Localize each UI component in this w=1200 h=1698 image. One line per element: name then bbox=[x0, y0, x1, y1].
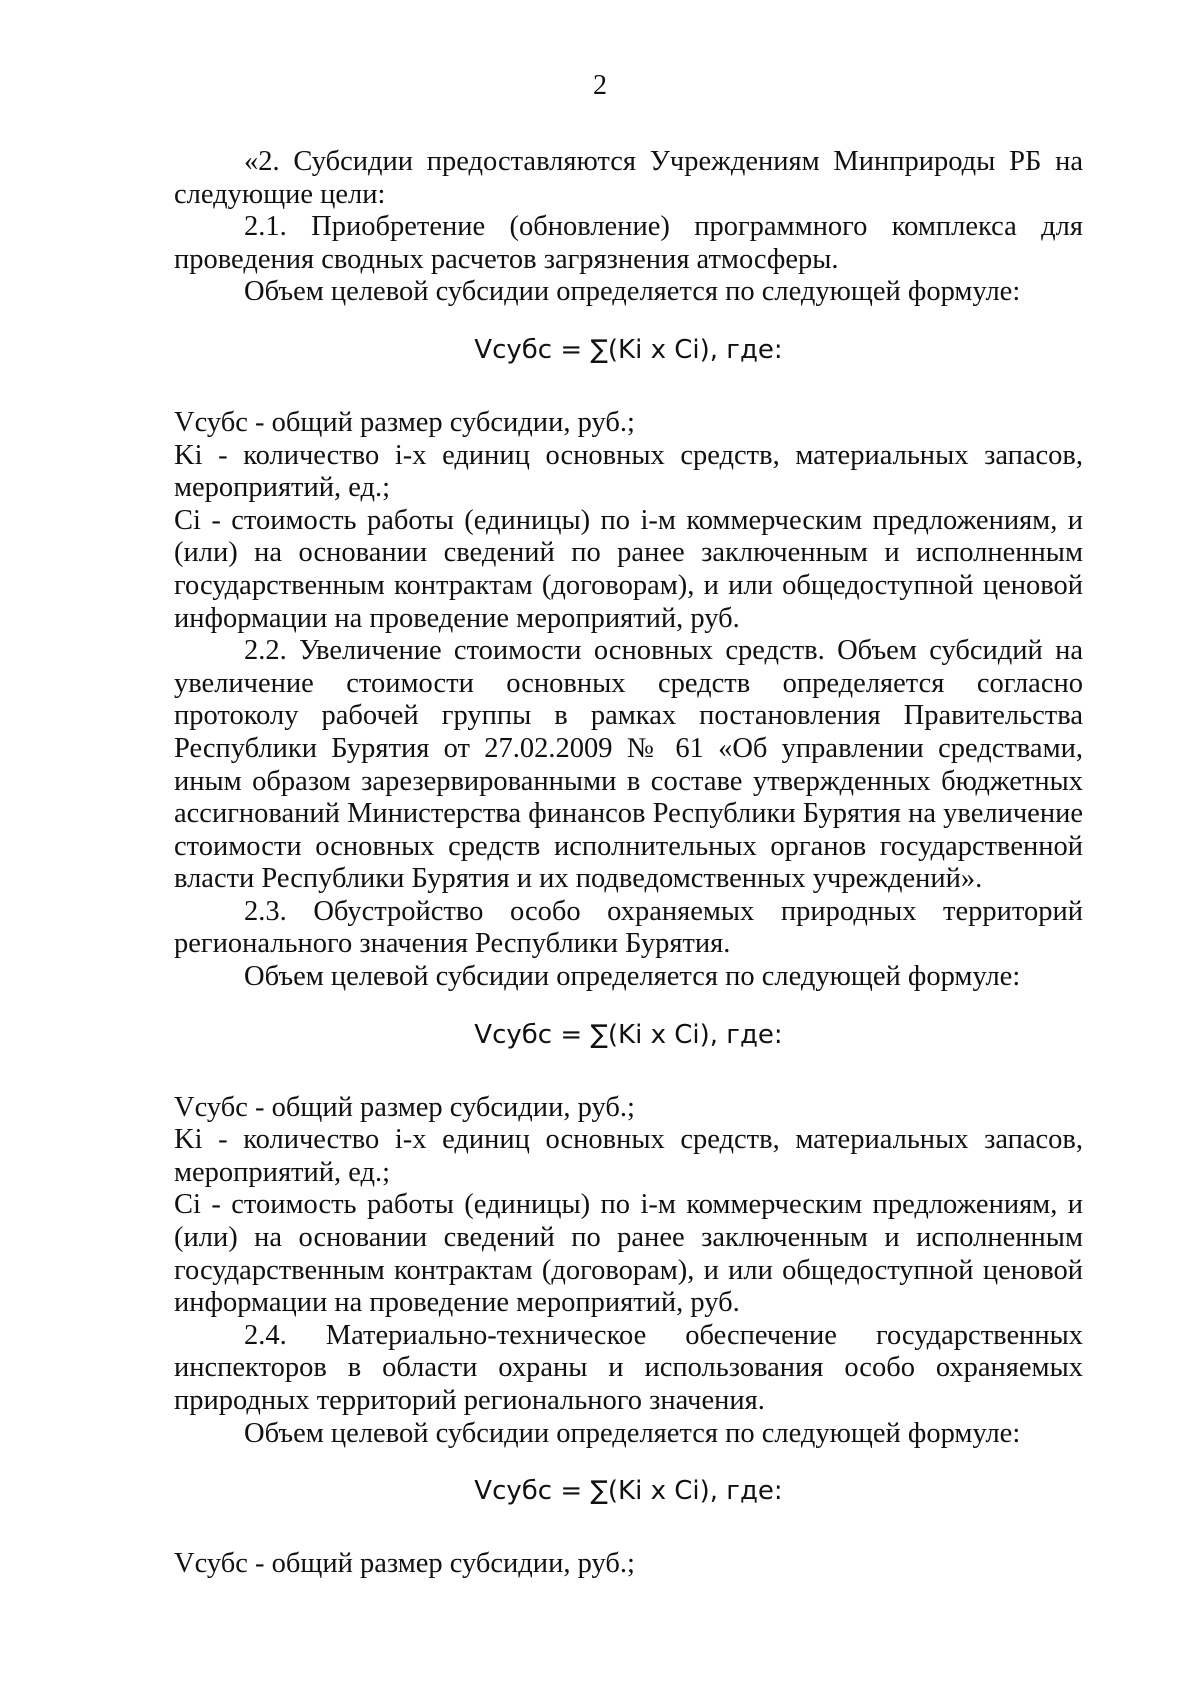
paragraph-2-1: 2.1. Приобретение (обновление) программного комплекса для проведения сводных расчетов загрязнения атмосферы. bbox=[174, 211, 1083, 275]
page-number: 2 bbox=[593, 70, 607, 101]
definition-ci: Ci - стоимость работы (единицы) по i-м коммерческим предложениям, и (или) на основании сведений по ранее заключенным и исполненным государственным контрактам (договорам), и или общедоступной ценовой информации на проведение мероприятий, руб. bbox=[174, 504, 1083, 634]
paragraph-intro: «2. Субсидии предоставляются Учреждениям Минприроды РБ на следующие цели: bbox=[174, 146, 1083, 210]
formula: Vсубс = ∑(Ki x Ci), где: bbox=[474, 334, 783, 365]
definition-vsubs: Vсубс - общий размер субсидии, руб.; bbox=[174, 1548, 635, 1580]
definition-ki: Ki - количество i-х единиц основных средств, материальных запасов, мероприятий, ед.; bbox=[174, 1124, 1083, 1188]
paragraph-2-2: 2.2. Увеличение стоимости основных средств. Объем субсидий на увеличение стоимости основных средств определяется согласно протоколу рабочей группы в рамках постановления Правительства Республики Бурятия от 27.02.2009 № 61 «Об управлении средствами, иным образом зарезервированными в составе утвержденных бюджетных ассигнований Министерства финансов Республики Бурятия на увеличение стоимости основных средств исполнительных органов государственной власти Республики Бурятия и их подведомственных учреждений». bbox=[174, 635, 1083, 895]
paragraph-2-4: 2.4. Материально-техническое обеспечение государственных инспекторов в области охраны и использования особо охраняемых природных территорий регионального значения. bbox=[174, 1319, 1083, 1416]
formula: Vсубс = ∑(Ki x Ci), где: bbox=[474, 1476, 783, 1507]
paragraph-2-3: 2.3. Обустройство особо охраняемых природных территорий регионального значения Республики Бурятия. bbox=[174, 895, 1083, 960]
definition-vsubs: Vсубс - общий размер субсидии, руб.; bbox=[174, 406, 635, 438]
formula: Vсубс = ∑(Ki x Ci), где: bbox=[474, 1019, 783, 1050]
formula-intro: Объем целевой субсидии определяется по следующей формуле: bbox=[244, 961, 1021, 993]
formula-intro: Объем целевой субсидии определяется по следующей формуле: bbox=[244, 1417, 1021, 1449]
formula-intro: Объем целевой субсидии определяется по следующей формуле: bbox=[244, 276, 1021, 308]
definition-ci: Ci - стоимость работы (единицы) по i-м коммерческим предложениям, и (или) на основании сведений по ранее заключенным и исполненным государственным контрактам (договорам), и или общедоступной ценовой информации на проведение мероприятий, руб. bbox=[174, 1189, 1083, 1319]
definition-ki: Ki - количество i-х единиц основных средств, материальных запасов, мероприятий, ед.; bbox=[174, 439, 1083, 504]
document-body bbox=[174, 146, 1083, 1581]
definition-vsubs: Vсубс - общий размер субсидии, руб.; bbox=[174, 1091, 635, 1123]
